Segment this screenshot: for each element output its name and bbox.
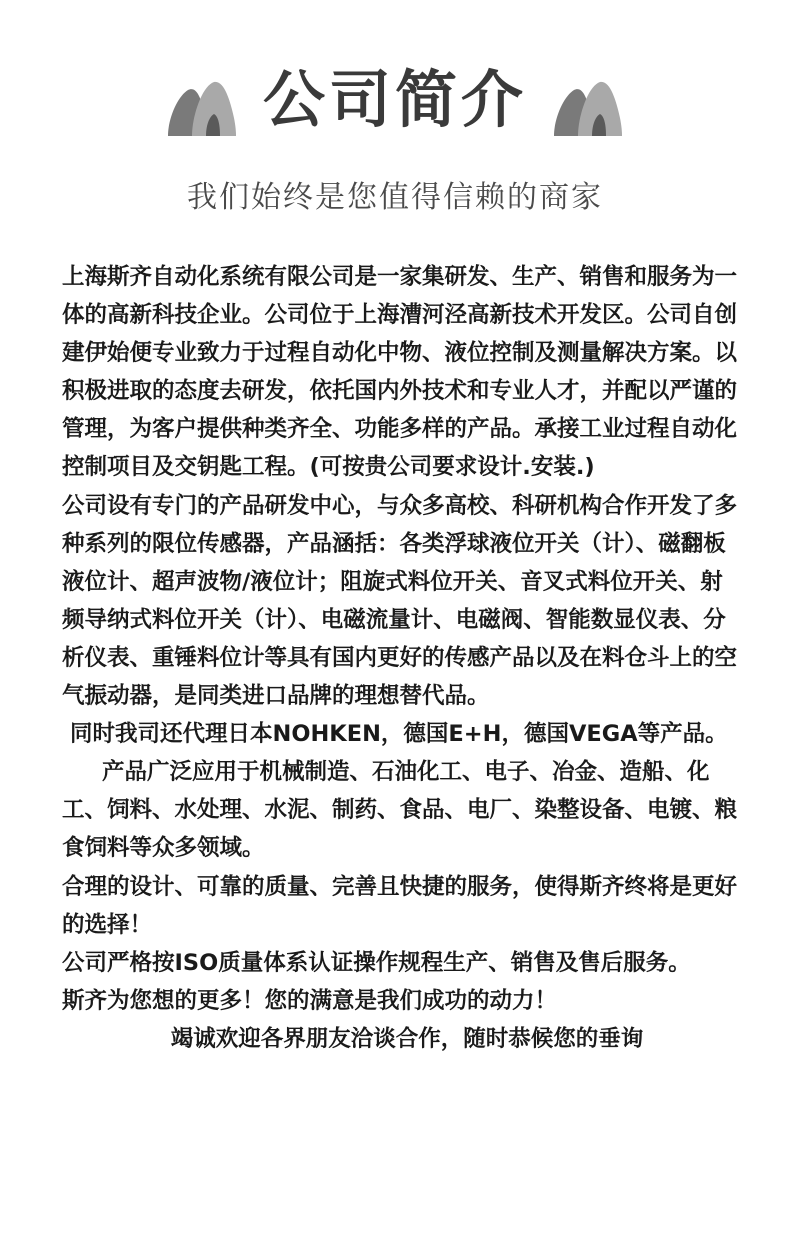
mountain-icon — [552, 74, 624, 138]
agency-paragraph: 同时我司还代理日本NOHKEN，德国E+H，德国VEGA等产品。 — [70, 721, 728, 748]
company-intro-body — [62, 258, 742, 1058]
quality-paragraph: 合理的设计、可靠的质量、完善且快捷的服务，使得斯齐终将是更好的选择！ — [62, 873, 738, 938]
products-paragraph: 公司设有专门的产品研发中心，与众多高校、科研机构合作开发了多种系列的限位传感器，产品涵括：各类浮球液位开关（计）、磁翻板液位计、超声波物/液位计；阻旋式料位开关、音叉式料位开关、射频导纳式料位开关（计）、电磁流量计、电磁阀、智能数显仪表、分析仪表、重锤料位计等具有国内更好的传感产品以及在料仓斗上的空气振动器，是同类进口品牌的理想替代品。 — [62, 492, 738, 710]
applications-paragraph: 产品广泛应用于机械制造、石油化工、电子、冶金、造船、化工、饲料、水处理、水泥、制药、食品、电厂、染整设备、电镀、粮食饲料等众多领域。 — [62, 759, 738, 862]
closing-paragraph: 竭诚欢迎各界朋友洽谈合作，随时恭候您的垂询 — [170, 1025, 644, 1052]
intro-paragraph: 上海斯齐自动化系统有限公司是一家集研发、生产、销售和服务为一体的高新科技企业。公司位于上海漕河泾高新技术开发区。公司自创建伊始便专业致力于过程自动化中物、液位控制及测量解决方案。以积极进取的态度去研发，依托国内外技术和专业人才，并配以严谨的管理，为客户提供种类齐全、功能多样的产品。承接工业过程自动化控制项目及交钥匙工程。(可按贵公司要求设计.安装.) — [62, 264, 738, 481]
iso-paragraph: 公司严格按ISO质量体系认证操作规程生产、销售及售后服务。 — [62, 949, 691, 976]
page-header — [0, 52, 790, 152]
slogan-paragraph: 斯齐为您想的更多！您的满意是我们成功的动力！ — [62, 987, 558, 1014]
page-subtitle: 我们始终是您值得信赖的商家 — [187, 180, 603, 215]
page-title: 公司简介 — [262, 63, 527, 136]
